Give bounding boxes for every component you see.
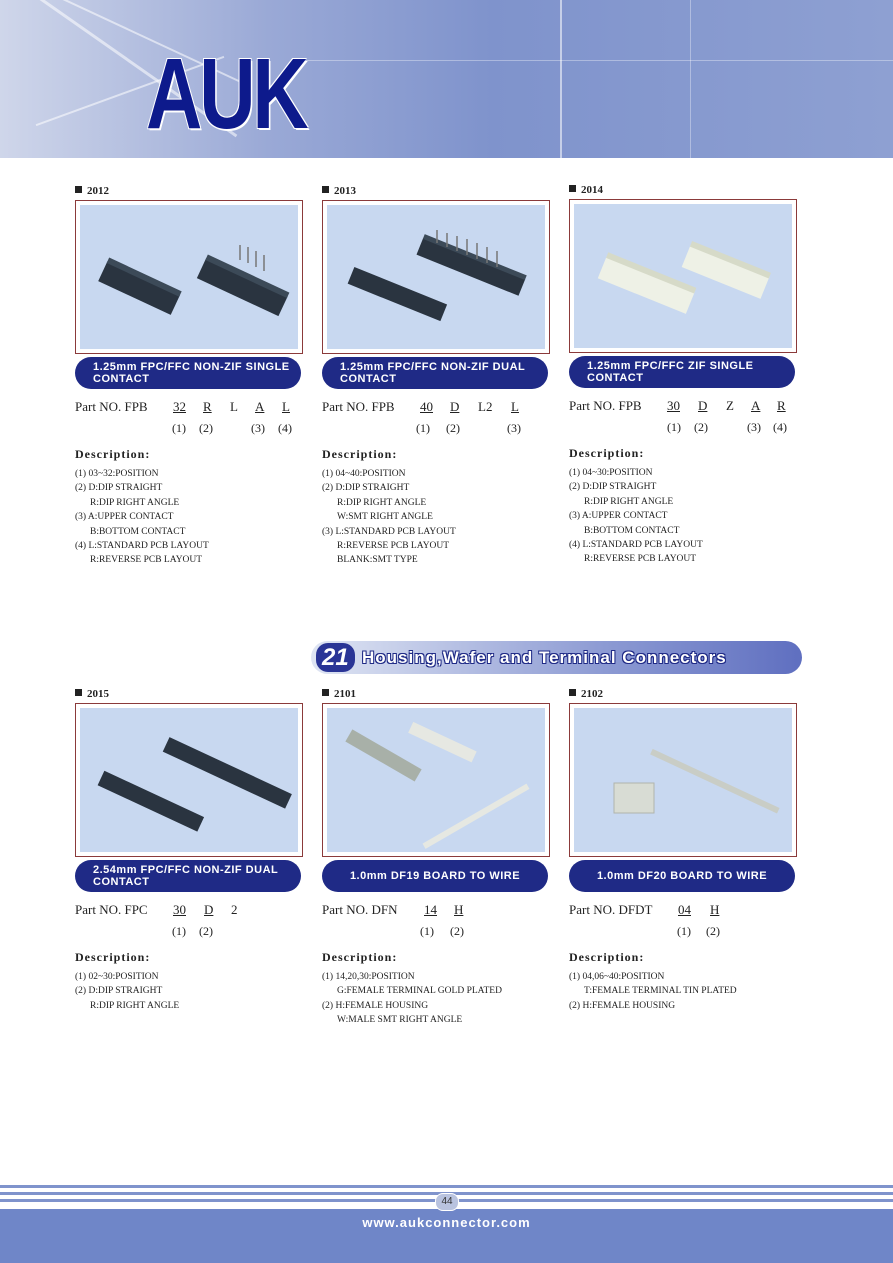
description-heading: Description: bbox=[75, 447, 151, 461]
description-list: (1) 04~40:POSITION (2) D:DIP STRAIGHT R:DIP RIGHT ANGLE W:SMT RIGHT ANGLE (3) L:STANDARD PCB LAYOUT R:REVERSE PCB LAYOUT BLANK:SMT TYPE bbox=[322, 469, 456, 566]
description-list: (1) 04~30:POSITION (2) D:DIP STRAIGHT R:DIP RIGHT ANGLE (3) A:UPPER CONTACT B:BOTTOM CONTACT (4) L:STANDARD PCB LAYOUT R:REVERSE PCB LAYOUT bbox=[569, 468, 703, 565]
connector-illustration bbox=[80, 708, 298, 852]
description-heading: Description: bbox=[322, 447, 398, 461]
connector-illustration bbox=[80, 205, 298, 349]
description-heading: Description: bbox=[569, 950, 645, 964]
product-photo bbox=[569, 199, 797, 353]
product-photo bbox=[322, 200, 550, 354]
section-banner bbox=[311, 641, 802, 674]
connector-illustration bbox=[574, 708, 792, 852]
product-title-badge: 2.54mm FPC/FFC NON-ZIF DUAL CONTACT bbox=[75, 860, 301, 892]
product-code: 2101 bbox=[322, 688, 356, 700]
product-title-badge: 1.25mm FPC/FFC NON-ZIF SINGLE CONTACT bbox=[75, 357, 301, 389]
description-list: (1) 04,06~40:POSITION T:FEMALE TERMINAL TIN PLATED (2) H:FEMALE HOUSING bbox=[569, 972, 737, 1011]
description-list: (1) 14,20,30:POSITION G:FEMALE TERMINAL GOLD PLATED (2) H:FEMALE HOUSING W:MALE SMT RIGHT ANGLE bbox=[322, 972, 502, 1026]
product-title-badge: 1.0mm DF19 BOARD TO WIRE bbox=[322, 860, 548, 892]
product-title-badge: 1.25mm FPC/FFC NON-ZIF DUAL CONTACT bbox=[322, 357, 548, 389]
description-heading: Description: bbox=[569, 446, 645, 460]
product-title-badge: 1.0mm DF20 BOARD TO WIRE bbox=[569, 860, 795, 892]
product-photo bbox=[75, 200, 303, 354]
connector-illustration bbox=[327, 708, 545, 852]
product-code: 2013 bbox=[322, 185, 356, 197]
section-title: Housing,Wafer and Terminal Connectors bbox=[362, 648, 727, 667]
auk-logo: AUK bbox=[146, 38, 306, 150]
description-list: (1) 02~30:POSITION (2) D:DIP STRAIGHT R:DIP RIGHT ANGLE bbox=[75, 972, 180, 1011]
website-url: www.aukconnector.com bbox=[362, 1215, 531, 1230]
page-header bbox=[0, 0, 893, 158]
description-heading: Description: bbox=[75, 950, 151, 964]
product-code: 2102 bbox=[569, 688, 603, 700]
product-code: 2014 bbox=[569, 184, 603, 196]
product-title-badge: 1.25mm FPC/FFC ZIF SINGLE CONTACT bbox=[569, 356, 795, 388]
product-code: 2015 bbox=[75, 688, 109, 700]
page-number: 44 bbox=[435, 1193, 459, 1211]
description-list: (1) 03~32:POSITION (2) D:DIP STRAIGHT R:DIP RIGHT ANGLE (3) A:UPPER CONTACT B:BOTTOM CONTACT (4) L:STANDARD PCB LAYOUT R:REVERSE PCB LAYOUT bbox=[75, 469, 209, 566]
connector-illustration bbox=[574, 204, 792, 348]
product-photo bbox=[569, 703, 797, 857]
description-heading: Description: bbox=[322, 950, 398, 964]
product-photo bbox=[75, 703, 303, 857]
section-number: 21 bbox=[316, 643, 355, 672]
connector-illustration bbox=[327, 205, 545, 349]
product-code: 2012 bbox=[75, 185, 109, 197]
product-photo bbox=[322, 703, 550, 857]
